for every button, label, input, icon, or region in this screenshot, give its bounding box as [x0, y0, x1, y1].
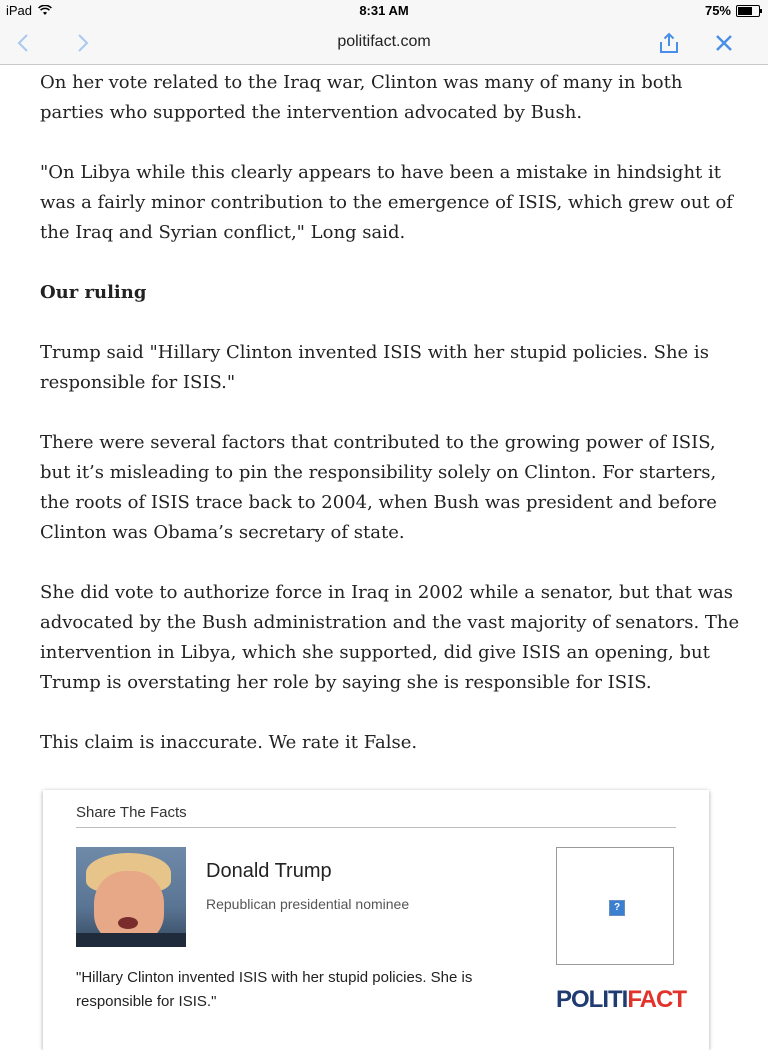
speaker-name: Donald Trump [206, 860, 332, 882]
battery-fill [738, 7, 752, 15]
article-paragraph: Trump said "Hillary Clinton invented ISIS with her stupid policies. She is responsible for ISIS." [40, 342, 709, 393]
article-paragraph: "On Libya while this clearly appears to have been a mistake in hindsight it was a fairly minor contribution to the emergence of ISIS, which grew out of the Iraq and Syrian conflict," Long said. [40, 162, 733, 243]
photo-suit [76, 933, 186, 947]
share-button[interactable] [656, 30, 682, 56]
claim-quote: "Hillary Clinton invented ISIS with her stupid policies. She is responsible for ISIS." [76, 969, 473, 1010]
article-paragraph: She did vote to authorize force in Iraq in 2002 while a senator, but that was advocated by the Bush administration and the vast majority of senators. The intervention in Libya, which she supported, did give ISIS an opening, but Trump is overstating her role by saying she is responsible for ISIS. [40, 582, 740, 693]
logo-part-politi: POLITI [556, 986, 628, 1013]
logo-part-fact: FACT [627, 986, 687, 1013]
battery-tip [760, 9, 762, 13]
status-right [705, 3, 760, 18]
section-heading: Our ruling [40, 282, 147, 303]
photo-mouth [118, 917, 138, 929]
battery-percent: 75% [704, 3, 731, 18]
status-bar [0, 0, 768, 22]
article-paragraph: This claim is inaccurate. We rate it False. [40, 732, 418, 753]
close-button[interactable] [711, 30, 737, 56]
close-icon [714, 33, 734, 53]
speaker-role: Republican presidential nominee [206, 896, 410, 912]
status-time: 8:31 AM [359, 3, 409, 18]
share-icon [658, 32, 680, 54]
share-the-facts-card [43, 790, 709, 1050]
article-paragraph: On her vote related to the Iraq war, Clinton was many of many in both parties who supported the intervention advocated by Bush. [40, 72, 683, 123]
article-paragraph: There were several factors that contributed to the growing power of ISIS, but it’s misleading to pin the responsibility solely on Clinton. For starters, the roots of ISIS trace back to 2004, when Bush was president and before Clinton was Obama’s secretary of state. [40, 432, 717, 543]
device-label: iPad [6, 3, 33, 18]
url-field[interactable]: politifact.com [337, 33, 431, 50]
politifact-logo[interactable] [556, 986, 686, 1014]
browser-nav-bar [0, 22, 768, 65]
truth-o-meter-image [556, 847, 674, 965]
speaker-photo [76, 847, 186, 947]
broken-image-icon: ? [609, 900, 625, 916]
battery-icon [736, 5, 760, 17]
share-card-title: Share The Facts [76, 804, 676, 828]
article-body [40, 68, 740, 788]
